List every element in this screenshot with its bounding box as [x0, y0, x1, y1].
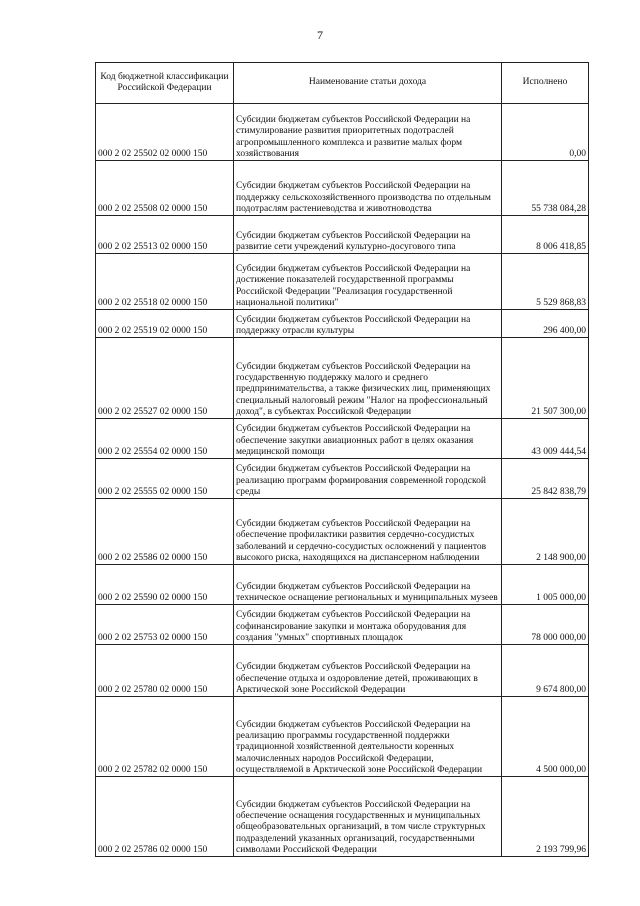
row-amount: 2 148 900,00	[502, 499, 589, 565]
table-row	[96, 565, 589, 605]
row-name: Субсидии бюджетам субъектов Российской Федерации на обеспечение оснащения государственных и муниципальных общеобразовательных организаций, в том числе структурных подразделений указанных организаций, государственными символами Российской Федерации	[234, 777, 502, 857]
row-name: Субсидии бюджетам субъектов Российской Федерации на реализацию программ формирования современной городской среды	[234, 459, 502, 499]
table-row	[96, 777, 589, 857]
row-name: Субсидии бюджетам субъектов Российской Федерации на обеспечение профилактики развития сердечно-сосудистых заболеваний и сердечно-сосудистых осложнений у пациентов высокого риска, находящихся на диспансерном наблюдении	[234, 499, 502, 565]
row-name: Субсидии бюджетам субъектов Российской Федерации на поддержку отрасли культуры	[234, 310, 502, 338]
table-row	[96, 419, 589, 459]
table-row	[96, 605, 589, 645]
row-code: 000 2 02 25554 02 0000 150	[96, 419, 234, 459]
row-code: 000 2 02 25782 02 0000 150	[96, 697, 234, 777]
row-code: 000 2 02 25555 02 0000 150	[96, 459, 234, 499]
row-amount: 25 842 838,79	[502, 459, 589, 499]
row-code: 000 2 02 25786 02 0000 150	[96, 777, 234, 857]
table-row	[96, 338, 589, 419]
row-code: 000 2 02 25502 02 0000 150	[96, 104, 234, 161]
revenue-table	[95, 62, 589, 857]
row-name: Субсидии бюджетам субъектов Российской Федерации на реализацию программы государственной поддержки традиционной хозяйственной деятельности коренных малочисленных народов Российской Федерации, осуществляемой в Арктической зоне Российской Федерации	[234, 697, 502, 777]
row-name: Субсидии бюджетам субъектов Российской Федерации на поддержку сельскохозяйственного производства по отдельным подотраслям растениеводства и животноводства	[234, 161, 502, 216]
row-name: Субсидии бюджетам субъектов Российской Федерации на государственную поддержку малого и среднего предпринимательства, а также физических лиц, применяющих специальный налоговый режим "Налог на профессиональный доход", в субъектах Российской Федерации	[234, 338, 502, 419]
table-row	[96, 104, 589, 161]
row-amount: 43 009 444,54	[502, 419, 589, 459]
row-amount: 4 500 000,00	[502, 697, 589, 777]
header-name: Наименование статьи дохода	[234, 63, 502, 104]
row-amount: 78 000 000,00	[502, 605, 589, 645]
table-row	[96, 310, 589, 338]
row-name: Субсидии бюджетам субъектов Российской Федерации на развитие сети учреждений культурно-досугового типа	[234, 216, 502, 254]
row-name: Субсидии бюджетам субъектов Российской Федерации на обеспечение отдыха и оздоровление детей, проживающих в Арктической зоне Российской Федерации	[234, 645, 502, 697]
row-amount: 5 529 868,83	[502, 254, 589, 310]
row-name: Субсидии бюджетам субъектов Российской Федерации на софинансирование закупки и монтажа оборудования для создания "умных" спортивных площадок	[234, 605, 502, 645]
table-row	[96, 161, 589, 216]
row-amount: 0,00	[502, 104, 589, 161]
row-code: 000 2 02 25527 02 0000 150	[96, 338, 234, 419]
row-name: Субсидии бюджетам субъектов Российской Федерации на техническое оснащение региональных и муниципальных музеев	[234, 565, 502, 605]
row-amount: 2 193 799,96	[502, 777, 589, 857]
table-row	[96, 645, 589, 697]
table-row	[96, 216, 589, 254]
row-code: 000 2 02 25780 02 0000 150	[96, 645, 234, 697]
row-code: 000 2 02 25513 02 0000 150	[96, 216, 234, 254]
header-executed: Исполнено	[502, 63, 589, 104]
row-amount: 8 006 418,85	[502, 216, 589, 254]
row-amount: 9 674 800,00	[502, 645, 589, 697]
row-amount: 21 507 300,00	[502, 338, 589, 419]
row-code: 000 2 02 25590 02 0000 150	[96, 565, 234, 605]
table-row	[96, 697, 589, 777]
table-row	[96, 499, 589, 565]
table-header-row	[96, 63, 589, 104]
row-name: Субсидии бюджетам субъектов Российской Федерации на обеспечение закупки авиационных работ в целях оказания медицинской помощи	[234, 419, 502, 459]
row-name: Субсидии бюджетам субъектов Российской Федерации на достижение показателей государственной программы Российской Федерации "Реализация государственной национальной политики"	[234, 254, 502, 310]
header-code: Код бюджетной классификации Российской Федерации	[96, 63, 234, 104]
row-code: 000 2 02 25519 02 0000 150	[96, 310, 234, 338]
row-amount: 1 005 000,00	[502, 565, 589, 605]
row-amount: 296 400,00	[502, 310, 589, 338]
row-code: 000 2 02 25753 02 0000 150	[96, 605, 234, 645]
row-code: 000 2 02 25508 02 0000 150	[96, 161, 234, 216]
row-amount: 55 738 084,28	[502, 161, 589, 216]
table-row	[96, 254, 589, 310]
table-row	[96, 459, 589, 499]
row-name: Субсидии бюджетам субъектов Российской Федерации на стимулирование развития приоритетных подотраслей агропромышленного комплекса и развитие малых форм хозяйствования	[234, 104, 502, 161]
row-code: 000 2 02 25586 02 0000 150	[96, 499, 234, 565]
row-code: 000 2 02 25518 02 0000 150	[96, 254, 234, 310]
page-number: 7	[317, 28, 323, 42]
